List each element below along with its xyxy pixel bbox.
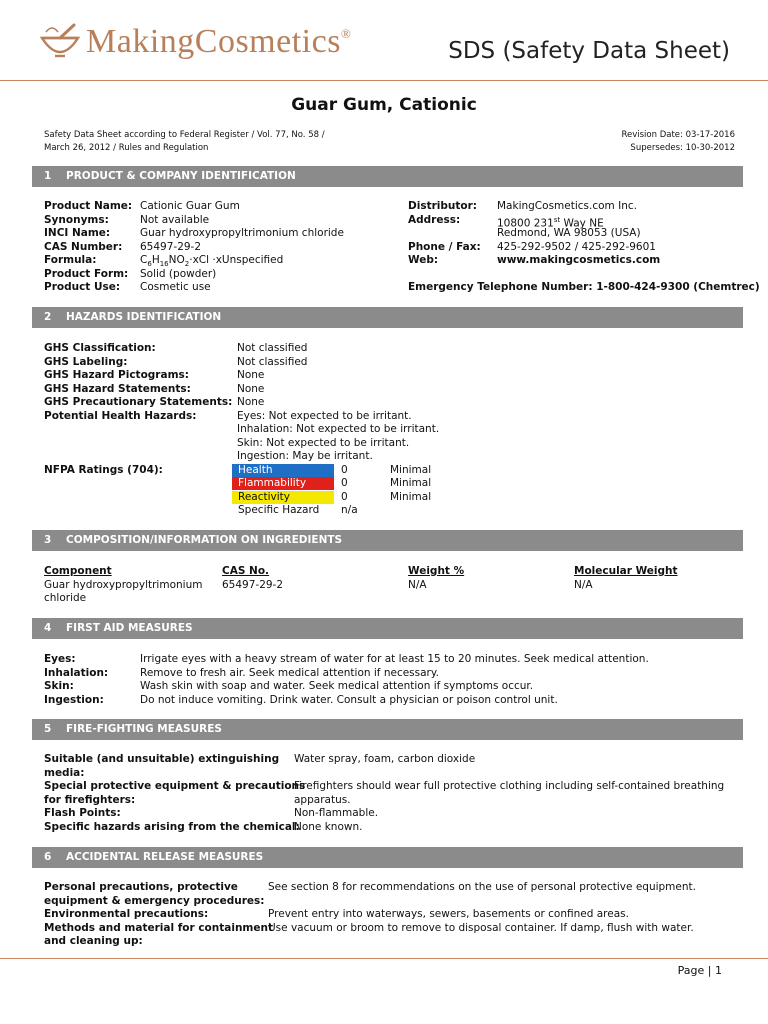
nfpa-health-cell: Health (232, 464, 334, 477)
emergency-phone: Emergency Telephone Number: 1-800-424-9300 (Chemtrec) (408, 281, 760, 293)
section-number: 5 (44, 723, 52, 735)
extinguishing-media-value: Water spray, foam, carbon dioxide (294, 753, 476, 765)
supersedes-date: Supersedes: 10-30-2012 (630, 143, 735, 153)
personal-precautions-label-1: Personal precautions, protective (44, 881, 238, 893)
section-title: ACCIDENTAL RELEASE MEASURES (66, 851, 264, 863)
ghs-precautionary-label: GHS Precautionary Statements: (44, 396, 233, 408)
ghs-labeling-label: GHS Labeling: (44, 355, 128, 368)
first-aid-eyes-label: Eyes: (44, 653, 76, 665)
column-header-cas: CAS No. (222, 565, 270, 577)
revision-date: Revision Date: 03-17-2016 (621, 130, 735, 140)
ghs-precautionary-value: None (237, 396, 265, 408)
nfpa-flammability-desc: Minimal (390, 477, 432, 489)
component-cas: 65497-29-2 (222, 578, 284, 591)
product-use-label: Product Use: (44, 281, 121, 293)
section-title: HAZARDS IDENTIFICATION (66, 311, 222, 323)
health-hazard-inhalation: Inhalation: Not expected to be irritant. (237, 423, 440, 435)
health-hazard-ingestion: Ingestion: May be irritant. (237, 450, 373, 462)
protective-equipment-value-2: apparatus. (294, 793, 351, 806)
first-aid-ingestion-label: Ingestion: (44, 693, 104, 706)
environmental-precautions-label: Environmental precautions: (44, 908, 209, 920)
logo-registered-mark: ® (340, 26, 352, 41)
formula-value: $C_6H_{16}NO_2\cdot xCl$ ·xUnspecified (140, 254, 284, 269)
cas-number-value: 65497-29-2 (140, 240, 202, 253)
flash-points-label: Flash Points: (44, 807, 121, 819)
component-name-line-2: chloride (44, 592, 87, 604)
mortar-pestle-icon (38, 22, 82, 62)
product-form-label: Product Form: (44, 267, 129, 280)
footer-divider (0, 958, 768, 959)
ghs-classification-value: Not classified (237, 342, 308, 354)
document-type-title: SDS (Safety Data Sheet) (448, 38, 730, 64)
component-weight: N/A (408, 578, 427, 591)
section-number: 2 (44, 311, 52, 323)
product-use-value: Cosmetic use (140, 281, 211, 293)
address-label: Address: (408, 213, 461, 226)
nfpa-reactivity-value: 0 (341, 490, 348, 503)
header-divider (0, 80, 768, 81)
page-number: Page | 1 (677, 964, 722, 977)
ghs-hazard-statements-value: None (237, 382, 265, 395)
phone-fax-value: 425-292-9502 / 425-292-9601 (497, 240, 656, 253)
nfpa-specific-hazard-cell: Specific Hazard (232, 504, 334, 517)
section-2-header (32, 307, 743, 328)
nfpa-flammability-cell: Flammability (232, 477, 334, 490)
nfpa-flammability-value: 0 (341, 477, 348, 489)
ghs-pictograms-label: GHS Hazard Pictograms: (44, 369, 189, 381)
section-number: 4 (44, 622, 52, 634)
synonyms-value: Not available (140, 213, 210, 226)
column-header-weight: Weight % (408, 565, 465, 577)
section-number: 6 (44, 851, 52, 863)
product-name-label: Product Name: (44, 200, 133, 212)
product-title: Guar Gum, Cationic (291, 95, 477, 115)
ghs-labeling-value: Not classified (237, 355, 308, 368)
distributor-value: MakingCosmetics.com Inc. (497, 200, 637, 212)
nfpa-health-value: 0 (341, 463, 348, 476)
ghs-hazard-statements-label: GHS Hazard Statements: (44, 382, 191, 395)
first-aid-skin-label: Skin: (44, 680, 74, 692)
section-4-header (32, 618, 743, 639)
environmental-precautions-value: Prevent entry into waterways, sewers, basements or confined areas. (268, 908, 629, 920)
address-line-1: 10800 231st Way NE (497, 215, 604, 229)
distributor-label: Distributor: (408, 200, 477, 212)
inci-name-label: INCI Name: (44, 227, 111, 239)
component-name-line-1: Guar hydroxypropyltrimonium (44, 578, 203, 591)
nfpa-reactivity-cell: Reactivity (232, 491, 334, 504)
web-label: Web: (408, 254, 439, 266)
cas-number-label: CAS Number: (44, 240, 123, 253)
phone-fax-label: Phone / Fax: (408, 240, 481, 253)
regulation-line-2: March 26, 2012 / Rules and Regulation (44, 143, 209, 153)
logo (38, 18, 351, 66)
nfpa-health-desc: Minimal (390, 463, 432, 476)
address-line-2: Redmond, WA 98053 (USA) (497, 227, 641, 239)
component-molecular-weight: N/A (574, 578, 593, 591)
personal-precautions-value: See section 8 for recommendations on the use of personal protective equipment. (268, 881, 696, 893)
section-title: FIRST AID MEASURES (66, 622, 193, 634)
containment-label-2: and cleaning up: (44, 935, 143, 947)
regulation-line-1: Safety Data Sheet according to Federal Register / Vol. 77, No. 58 / (44, 130, 325, 140)
health-hazard-eyes: Eyes: Not expected to be irritant. (237, 409, 412, 422)
protective-equipment-label-1: Special protective equipment & precautions (44, 780, 306, 792)
section-number: 1 (44, 170, 52, 182)
nfpa-specific-hazard-value: n/a (341, 504, 358, 516)
specific-hazards-label: Specific hazards arising from the chemical: (44, 820, 300, 833)
extinguishing-media-label-2: media: (44, 766, 85, 779)
first-aid-inhalation-label: Inhalation: (44, 666, 109, 679)
section-1-header (32, 166, 743, 187)
section-title: FIRE-FIGHTING MEASURES (66, 723, 222, 735)
first-aid-skin-value: Wash skin with soap and water. Seek medical attention if symptoms occur. (140, 680, 534, 692)
protective-equipment-label-2: for firefighters: (44, 793, 136, 806)
product-name-value: Cationic Guar Gum (140, 200, 240, 212)
product-form-value: Solid (powder) (140, 267, 217, 280)
flash-points-value: Non-flammable. (294, 807, 379, 819)
extinguishing-media-label-1: Suitable (and unsuitable) extinguishing (44, 753, 280, 765)
specific-hazards-value: None known. (294, 820, 363, 833)
formula-label: Formula: (44, 254, 97, 266)
first-aid-eyes-value: Irrigate eyes with a heavy stream of water for at least 15 to 20 minutes. Seek medical attention. (140, 653, 649, 665)
nfpa-reactivity-desc: Minimal (390, 490, 432, 503)
inci-name-value: Guar hydroxypropyltrimonium chloride (140, 227, 344, 239)
column-header-component: Component (44, 565, 112, 577)
synonyms-label: Synonyms: (44, 213, 109, 226)
section-title: COMPOSITION/INFORMATION ON INGREDIENTS (66, 534, 343, 546)
website-link[interactable]: www.makingcosmetics.com (497, 254, 661, 266)
column-header-molecular-weight: Molecular Weight (574, 565, 678, 577)
first-aid-ingestion-value: Do not induce vomiting. Drink water. Consult a physician or poison control unit. (140, 693, 558, 706)
health-hazard-skin: Skin: Not expected to be irritant. (237, 436, 410, 449)
ghs-pictograms-value: None (237, 369, 265, 381)
health-hazards-label: Potential Health Hazards: (44, 409, 197, 422)
revision-info (621, 129, 735, 155)
logo-text: MakingCosmetics (86, 23, 341, 60)
section-title: PRODUCT & COMPANY IDENTIFICATION (66, 170, 296, 182)
section-3-header (32, 530, 743, 551)
containment-label-1: Methods and material for containment (44, 921, 273, 934)
regulation-note (44, 129, 384, 155)
containment-value: Use vacuum or broom to remove to disposal container. If damp, flush with water. (268, 921, 694, 934)
protective-equipment-value-1: Firefighters should wear full protective clothing including self-contained breathing (294, 780, 725, 792)
ghs-classification-label: GHS Classification: (44, 342, 156, 354)
nfpa-ratings-label: NFPA Ratings (704): (44, 463, 163, 476)
section-6-header (32, 847, 743, 868)
section-5-header (32, 719, 743, 740)
personal-precautions-label-2: equipment & emergency procedures: (44, 894, 265, 907)
first-aid-inhalation-value: Remove to fresh air. Seek medical attention if necessary. (140, 666, 439, 679)
section-number: 3 (44, 534, 52, 546)
